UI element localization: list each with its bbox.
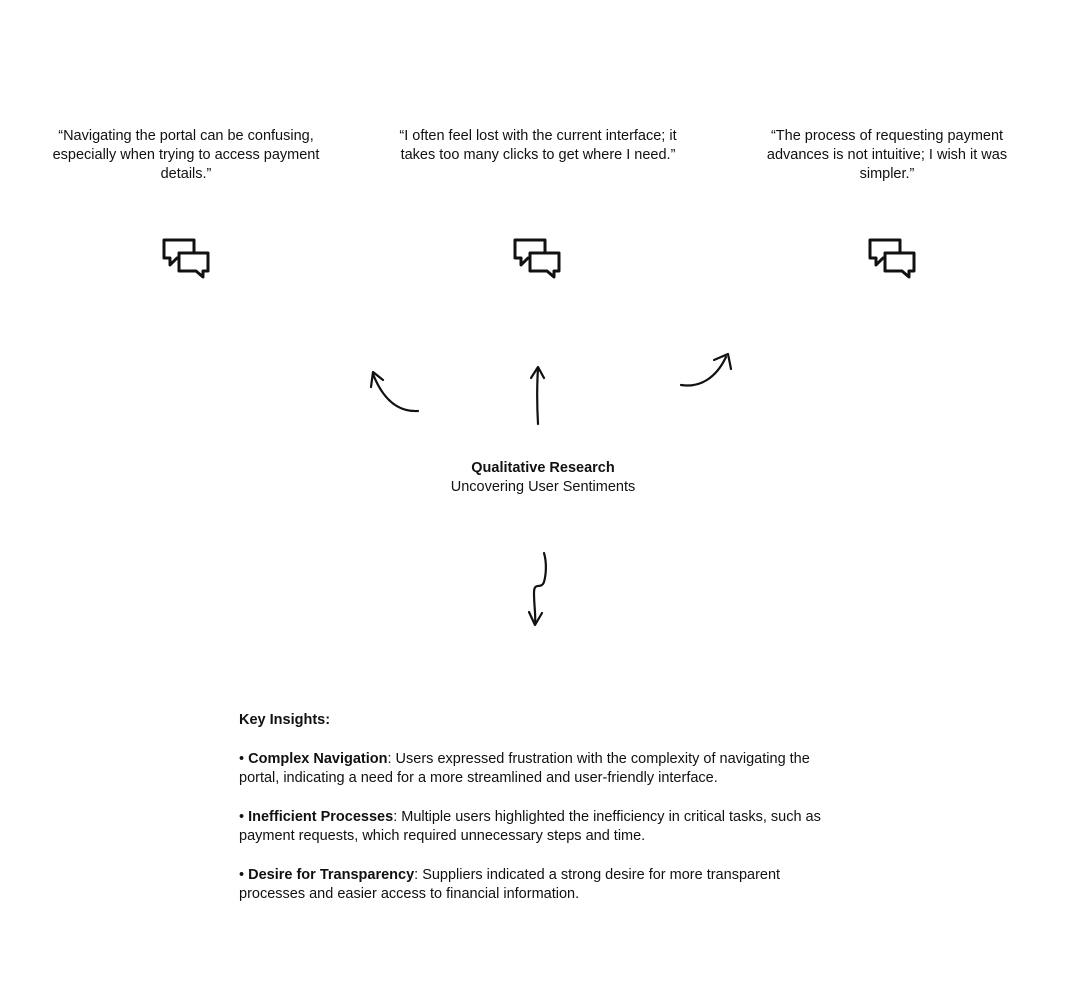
insight-title: Desire for Transparency [248,866,415,883]
speech-bubbles-icon [867,236,917,280]
bullet: • [239,808,245,825]
speech-bubbles-icon [512,236,562,280]
insight-text: : Multiple users highlighted the inefficiency in critical tasks, such as payment requests, which required unnecessary steps and time. [239,808,821,844]
bullet: • [239,750,245,767]
insight-item [239,866,839,905]
user-quote: “Navigating the portal can be confusing, especially when trying to access payment details.” [52,128,320,182]
central-topic-subtitle: Uncovering User Sentiments [450,479,636,495]
arrow-up-icon [526,362,550,428]
central-topic [393,459,693,497]
insight-text: : Suppliers indicated a strong desire for more transparent processes and easier access to financial information. [239,866,781,902]
user-quote: “I often feel lost with the current interface; it takes too many clicks to get where I need.” [399,128,677,163]
bullet: • [239,866,245,883]
insight-item [239,750,839,789]
key-insights [239,711,839,924]
insight-text: : Users expressed frustration with the complexity of navigating the portal, indicating a need for a more streamlined and user-friendly interface. [239,750,810,786]
speech-bubbles-icon [161,236,211,280]
user-quote: “The process of requesting payment advances is not intuitive; I wish it was simpler.” [766,128,1008,182]
insight-item [239,808,839,847]
curved-arrow-right-icon [676,348,738,392]
key-insights-heading: Key Insights: [239,712,331,728]
curved-arrow-left-icon [362,362,426,420]
insight-title: Inefficient Processes [248,808,394,825]
squiggle-arrow-down-icon [520,548,554,630]
central-topic-title: Qualitative Research [471,460,615,476]
insight-title: Complex Navigation [248,750,388,767]
